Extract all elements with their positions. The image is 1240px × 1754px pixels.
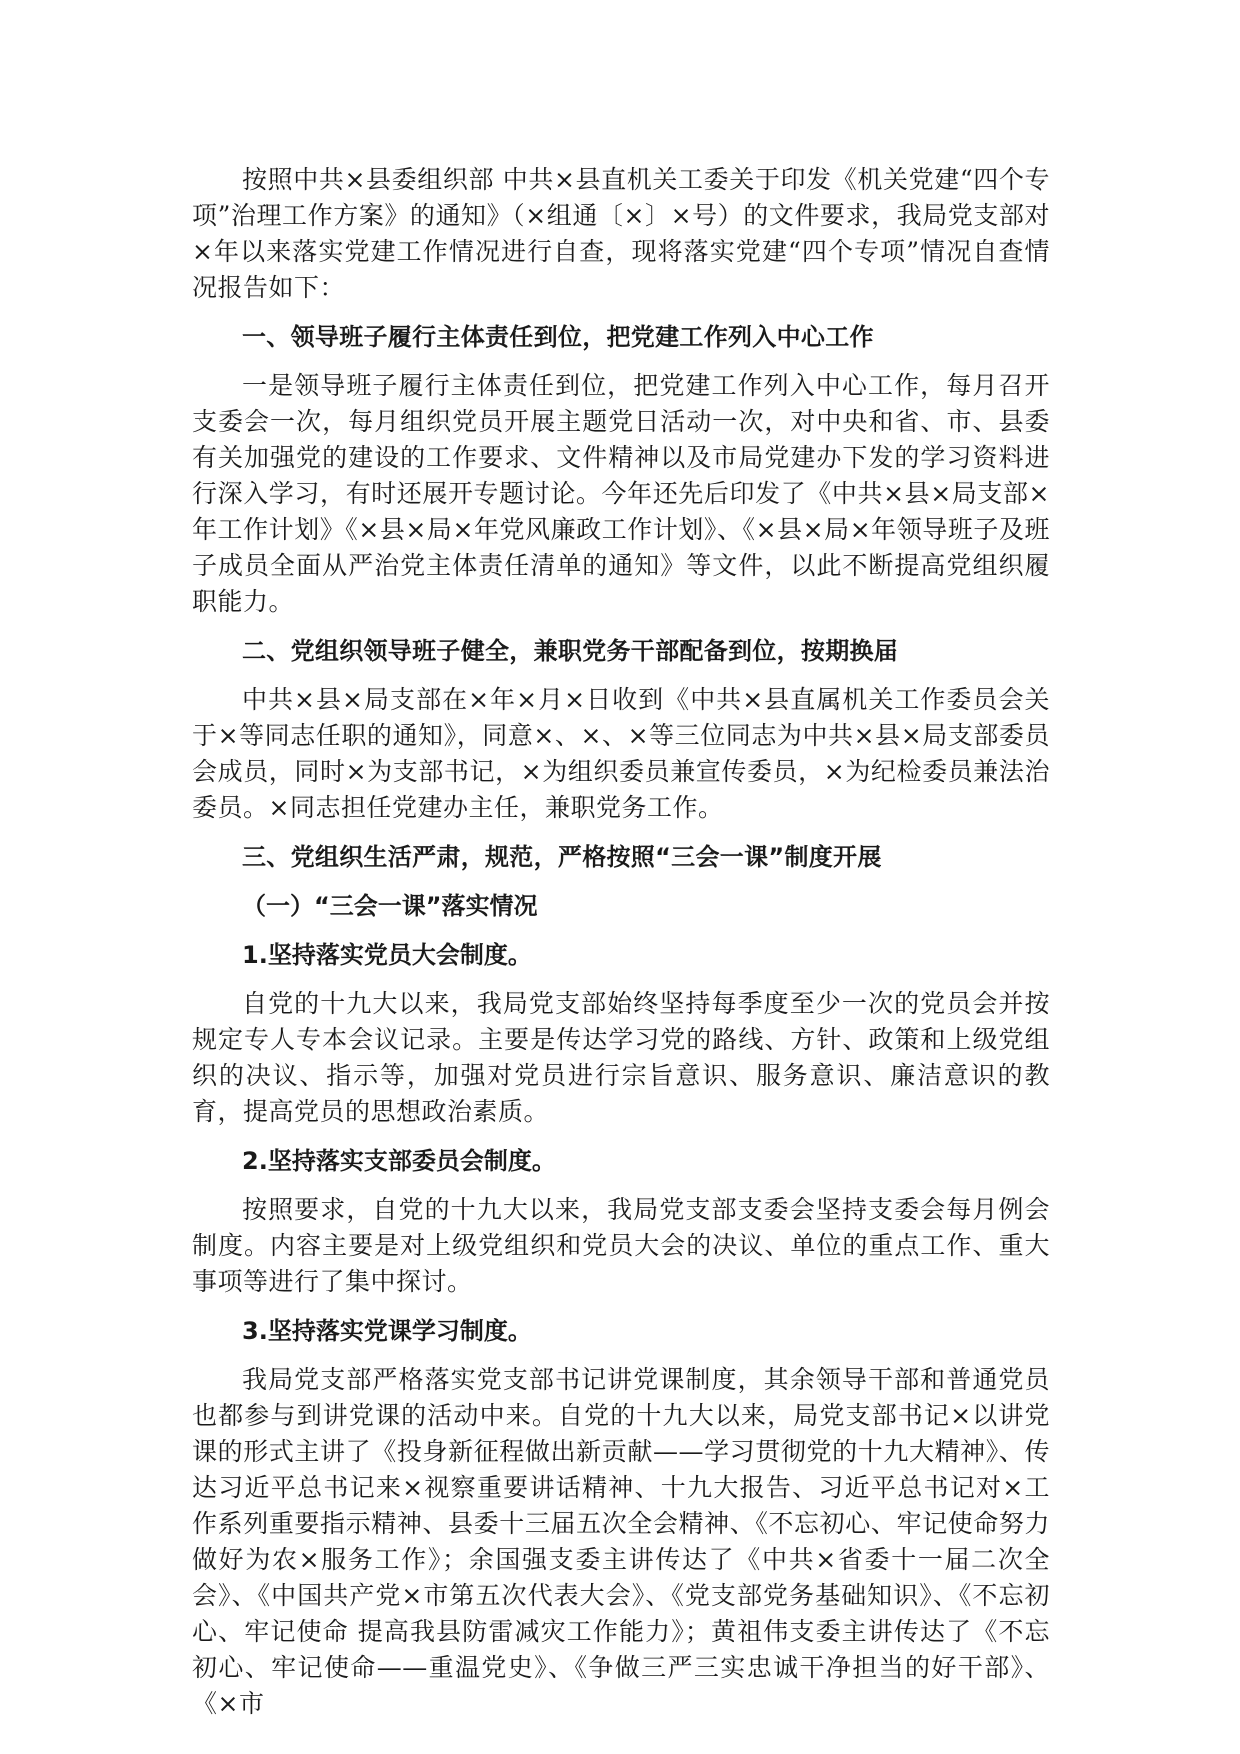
item-3-title: 3.坚持落实党课学习制度。 (242, 1317, 532, 1345)
document-page (192, 162, 1050, 1735)
section-3-heading: 三、党组织生活严肃，规范，严格按照“三会一课”制度开展 (242, 843, 882, 871)
section-2-body: 中共×县×局支部在×年×月×日收到《中共×县直属机关工作委员会关于×等同志任职的通知》，同意×、×、×等三位同志为中共×县×局支部委员会成员，同时×为支部书记，×为组织委员兼宣传委员，×为纪检委员兼法治委员。×同志担任党建办主任，兼职党务工作。 (192, 685, 1050, 822)
item-3-body: 我局党支部严格落实党支部书记讲党课制度，其余领导干部和普通党员也都参与到讲党课的活动中来。自党的十九大以来，局党支部书记×以讲党课的形式主讲了《投身新征程做出新贡献——学习贯彻党的十九大精神》、传达习近平总书记来×视察重要讲话精神、十九大报告、习近平总书记对×工作系列重要指示精神、县委十三届五次全会精神、《不忘初心、牢记使命努力做好为农×服务工作》；余国强支委主讲传达了《中共×省委十一届二次全会》、《中国共产党×市第五次代表大会》、《党支部党务基础知识》、《不忘初心、牢记使命 提高我县防雷减灾工作能力》；黄祖伟支委主讲传达了《不忘初心、牢记使命——重温党史》、《争做三严三实忠诚干净担当的好干部》、《×市 (192, 1365, 1050, 1718)
item-2-body: 按照要求，自党的十九大以来，我局党支部支委会坚持支委会每月例会制度。内容主要是对上级党组织和党员大会的决议、单位的重点工作、重大事项等进行了集中探讨。 (192, 1195, 1050, 1296)
section-3-subheading: （一）“三会一课”落实情况 (242, 892, 538, 920)
intro-paragraph: 按照中共×县委组织部 中共×县直机关工委关于印发《机关党建“四个专项”治理工作方案》的通知》（×组通〔×〕×号）的文件要求，我局党支部对×年以来落实党建工作情况进行自查，现将落实党建“四个专项”情况自查情况报告如下： (192, 165, 1050, 302)
section-2-heading: 二、党组织领导班子健全，兼职党务干部配备到位，按期换届 (242, 637, 899, 665)
item-1-body: 自党的十九大以来，我局党支部始终坚持每季度至少一次的党员会并按规定专人专本会议记录。主要是传达学习党的路线、方针、政策和上级党组织的决议、指示等，加强对党员进行宗旨意识、服务意识、廉洁意识的教育，提高党员的思想政治素质。 (192, 989, 1050, 1126)
item-2-title: 2.坚持落实支部委员会制度。 (242, 1147, 556, 1175)
item-1-title: 1.坚持落实党员大会制度。 (242, 941, 532, 969)
section-1-heading: 一、领导班子履行主体责任到位，把党建工作列入中心工作 (242, 323, 874, 351)
section-1-body: 一是领导班子履行主体责任到位，把党建工作列入中心工作，每月召开支委会一次，每月组织党员开展主题党日活动一次，对中央和省、市、县委有关加强党的建设的工作要求、文件精神以及市局党建办下发的学习资料进行深入学习，有时还展开专题讨论。今年还先后印发了《中共×县×局支部×年工作计划》《×县×局×年党风廉政工作计划》、《×县×局×年领导班子及班子成员全面从严治党主体责任清单的通知》等文件，以此不断提高党组织履职能力。 (192, 371, 1050, 616)
